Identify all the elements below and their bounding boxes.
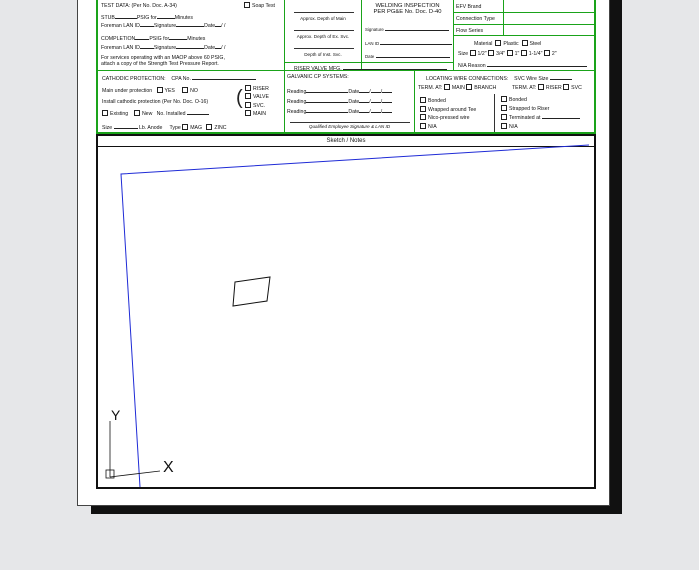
depth-ex-svc-label: Approx. Depth of Ex. Svc. [296,34,350,39]
welding-date-row: Date [365,52,450,60]
soap-test-checkbox[interactable]: Soap Test [244,2,275,9]
sketch-title: Sketch / Notes [98,136,594,147]
cathodic-row: CATHODIC PROTECTION: CPA No. [102,74,256,82]
install-cathodic-row: Install cathodic protection (Per No. Doc. O-16) [102,99,209,105]
welding-signature-row: Signature [365,25,449,33]
brace-left: ( [236,87,243,109]
maop-note-2: attach a copy of the Strength Test Pressure Report. [101,61,219,67]
galvanic-reading-2: Reading Date / / [287,97,392,105]
locating-row: LOCATING WIRE CONNECTIONS: SVC Wire Size [426,74,572,82]
welding-subtitle: PER PG&E No. Doc. D-40 [373,9,442,15]
completion-foreman-row: Foreman LAN ID Signature Date / / [101,45,226,51]
size-type-row: Size Lb. Anode Type MAG ZINC [102,125,227,131]
location-options: RISER VALVE SVC. MAIN [245,85,269,119]
welding-title: WELDING INSPECTION [375,3,440,9]
term-at-left: TERM. AT: MAIN BRANCH [418,85,497,91]
efv-brand-label: EFV Brand [456,4,482,10]
riser-valve-mfg: RISER VALVE MFG. [294,64,447,72]
material-row: Material Plastic Steel [474,41,542,47]
term-at-right: TERM. AT: RISER SVC [512,85,582,91]
ucs-y-label: Y [111,407,121,423]
qualified-employee-label: Qualified Employee Signature & LAN ID [308,124,391,129]
size-row: Size 1/2" 3/4" 1" 1-1/4" 2" [458,51,557,57]
na-reason-row: N/A Reason [458,61,587,69]
property-line [121,145,589,487]
ucs-x-axis [110,471,160,477]
sketch-shape[interactable] [233,277,270,306]
flow-series-label: Flow Series [456,28,484,34]
depth-main-label: Approx. Depth of Main [300,16,346,21]
completion-row: COMPLETION PSIG for Minutes [101,36,206,42]
galvanic-title: GALVANIC CP SYSTEMS: [287,74,349,80]
galvanic-reading-1: Reading Date / / [287,87,392,95]
main-under-protection-row: Main under protection YES NO [102,88,198,94]
depth-inst-svc-label: Depth of Inst. Svc. [304,52,342,57]
stub-date-field[interactable]: / / [221,23,226,29]
locating-right-options: Bonded Strapped to Riser Terminated at N/A [501,96,580,131]
completion-date-field[interactable]: / / [221,45,226,51]
locating-left-options: Bonded Wrapped around Tee Nico-pressed wire N/A [420,97,476,131]
stub-row: STUB PSIG for Minutes [101,15,193,21]
maop-note-1: For services operating with an MAOP above 60 PSIG, [101,55,225,61]
connection-type-label: Connection Type [456,16,495,22]
stub-foreman-row: Foreman LAN ID Signature Date / / [101,23,226,29]
test-data-title: TEST DATA: (Per No. Doc. A-34) [101,3,177,9]
existing-new-row: Existing New No. Installed [102,109,209,117]
welding-lan-row: LAN ID [365,39,452,47]
ucs-x-label: X [163,459,174,476]
galvanic-reading-3: Reading Date / / [287,107,392,115]
